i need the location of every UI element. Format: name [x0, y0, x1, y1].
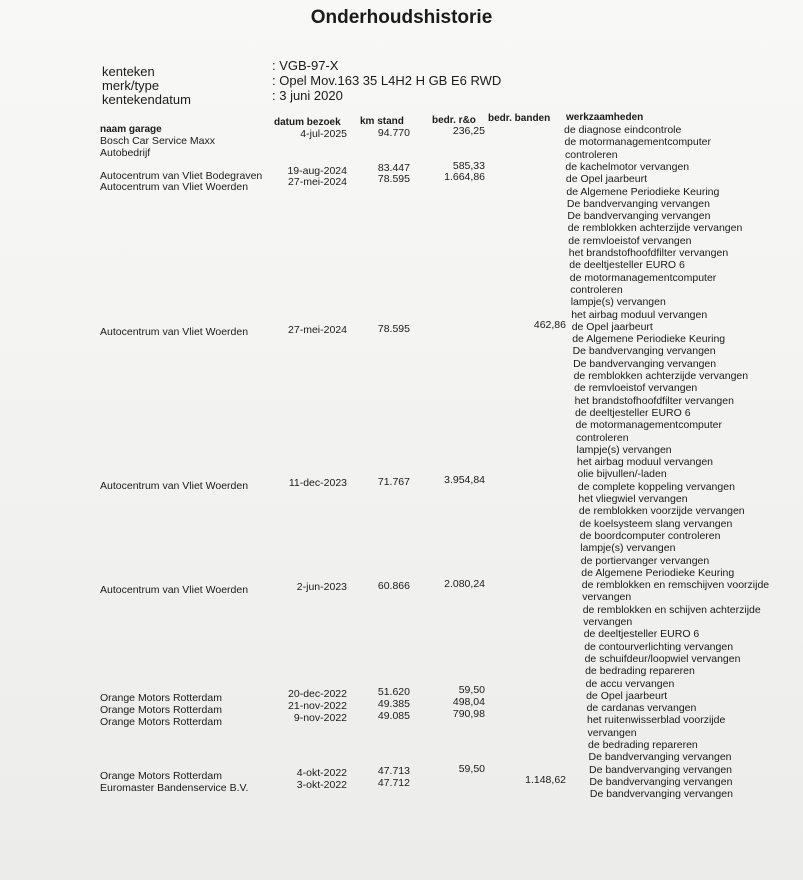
work-item: de remvloeistof vervangen — [568, 234, 692, 247]
visit-date: 9-nov-2022 — [293, 712, 347, 724]
work-item: de Opel jaarbeurt — [586, 689, 668, 702]
amount-ro: 59,50 — [458, 763, 485, 775]
col-ro: bedr. r&o — [432, 115, 476, 126]
visit-date: 3-okt-2022 — [296, 779, 347, 791]
garage-name: Orange Motors Rotterdam — [100, 716, 222, 728]
garage-name: Autobedrijf — [100, 147, 151, 159]
km-reading: 78.595 — [377, 173, 410, 185]
work-item: de remblokken en schijven achterzijde — [582, 603, 761, 616]
work-item: controleren — [570, 283, 623, 296]
work-item: De bandvervanging vervangen — [588, 751, 732, 764]
garage-name: Euromaster Bandenservice B.V. — [100, 782, 249, 794]
work-item: controleren — [565, 148, 618, 161]
col-werk: werkzaamheden — [566, 112, 644, 123]
col-banden: bedr. banden — [488, 113, 551, 124]
amount-banden: 1.148,62 — [525, 774, 566, 786]
work-item: de Opel jaarbeurt — [571, 320, 653, 333]
amount-ro: 585,33 — [452, 160, 485, 172]
page-title: Onderhoudshistorie — [310, 7, 493, 28]
visit-date: 27-mei-2024 — [288, 176, 347, 188]
km-reading: 47.712 — [377, 777, 410, 789]
garage-name: Autocentrum van Vliet Woerden — [100, 326, 249, 338]
work-item: de Algemene Periodieke Keuring — [566, 185, 720, 198]
amount-ro: 498,04 — [452, 696, 485, 708]
work-item: de motormanagementcomputer — [575, 419, 722, 432]
km-reading: 94.770 — [377, 127, 410, 139]
merk-value: : Opel Mov.163 35 L4H2 H GB E6 RWD — [272, 73, 502, 88]
garage-name: Orange Motors Rotterdam — [100, 770, 222, 782]
amount-ro: 1.664,86 — [444, 171, 485, 183]
work-item: de remvloeistof vervangen — [574, 382, 698, 395]
kentekendatum-label: kentekendatum — [102, 92, 191, 107]
work-item: de Algemene Periodieke Keuring — [581, 566, 735, 579]
work-item: de kachelmotor vervangen — [565, 160, 690, 173]
garage-name: Autocentrum van Vliet Woerden — [100, 480, 249, 492]
work-item: de deeltjesteller EURO 6 — [569, 259, 685, 272]
work-item: de Algemene Periodieke Keuring — [572, 333, 726, 346]
work-item: de deeltjesteller EURO 6 — [575, 406, 691, 419]
col-garage: naam garage — [100, 124, 162, 135]
amount-ro: 790,98 — [452, 708, 485, 720]
work-item: lampje(s) vervangen — [570, 296, 666, 309]
work-item: vervangen — [582, 591, 632, 604]
work-item: de remblokken achterzijde vervangen — [573, 370, 749, 382]
work-item: De bandvervanging vervangen — [589, 775, 733, 788]
kenteken-value: : VGB-97-X — [272, 58, 339, 73]
work-item: vervangen — [587, 726, 637, 739]
col-datum: datum bezoek — [274, 117, 341, 128]
work-item: olie bijvullen/-laden — [577, 468, 667, 481]
km-reading: 49.085 — [377, 710, 410, 722]
amount-ro: 236,25 — [452, 125, 485, 137]
work-item: de complete koppeling vervangen — [577, 480, 735, 493]
work-item: het brandstofhoofdfilter vervangen — [568, 247, 729, 259]
work-item: lampje(s) vervangen — [580, 542, 676, 555]
amount-ro: 3.954,84 — [444, 474, 485, 486]
work-item: de contourverlichting vervangen — [584, 640, 734, 653]
kenteken-label: kenteken — [102, 64, 155, 79]
work-item: de accu vervangen — [585, 677, 675, 690]
km-reading: 51.620 — [377, 686, 410, 698]
work-item: de portiervanger vervangen — [580, 554, 710, 567]
visit-date: 27-mei-2024 — [288, 324, 347, 336]
visit-date: 21-nov-2022 — [288, 700, 347, 712]
garage-name: Autocentrum van Vliet Bodegraven — [100, 170, 263, 182]
garage-name: Bosch Car Service Maxx — [100, 135, 215, 147]
work-item: de koelsysteem slang vervangen — [579, 517, 733, 530]
work-item: het ruitenwisserblad voorzijde — [587, 714, 726, 727]
work-item: De bandvervanging vervangen — [572, 345, 716, 358]
col-km: km stand — [360, 116, 404, 127]
work-item: De bandvervanging vervangen — [589, 788, 733, 801]
garage-name: Orange Motors Rotterdam — [100, 692, 222, 704]
merk-label: merk/type — [102, 78, 160, 93]
visit-date: 2-jun-2023 — [296, 581, 347, 593]
amount-ro: 59,50 — [458, 684, 485, 696]
work-item: de motormanagementcomputer — [569, 271, 717, 284]
work-item: controleren — [576, 431, 629, 444]
work-item: de remblokken achterzijde vervangen — [567, 222, 743, 235]
work-item: de bedrading repareren — [588, 739, 698, 751]
km-reading: 49.385 — [377, 698, 410, 710]
km-reading: 60.866 — [377, 580, 410, 592]
work-item: het airbag moduul vervangen — [571, 308, 708, 321]
work-item: de boordcomputer controleren — [579, 529, 721, 542]
visit-date: 4-okt-2022 — [296, 767, 347, 779]
work-item: De bandvervanging vervangen — [573, 357, 717, 370]
visit-date: 11-dec-2023 — [288, 477, 347, 489]
work-item: de schuifdeur/loopwiel vervangen — [584, 652, 741, 665]
amount-ro: 2.080,24 — [444, 578, 485, 590]
work-item: de cardanas vervangen — [586, 702, 697, 715]
kentekendatum-value: : 3 juni 2020 — [272, 88, 343, 103]
visit-date: 19-aug-2024 — [287, 165, 347, 177]
work-item: lampje(s) vervangen — [576, 443, 672, 456]
work-item: De bandvervanging vervangen — [589, 763, 733, 776]
work-item: de remblokken voorzijde vervangen — [578, 505, 745, 518]
work-item: het brandstofhoofdfilter vervangen — [574, 394, 734, 407]
garage-name: Autocentrum van Vliet Woerden — [100, 584, 249, 596]
work-item: de remblokken en remschijven voorzijde — [581, 579, 770, 592]
work-item: de Opel jaarbeurt — [565, 173, 648, 186]
amount-banden: 462,86 — [533, 319, 566, 331]
work-item: de bedrading repareren — [585, 665, 695, 678]
km-reading: 83.447 — [377, 162, 410, 174]
visit-date: 20-dec-2022 — [288, 688, 347, 700]
work-item: De bandvervanging vervangen — [566, 197, 710, 210]
km-reading: 47.713 — [377, 765, 410, 777]
work-item: De bandvervanging vervangen — [567, 210, 711, 223]
km-reading: 71.767 — [377, 476, 410, 488]
work-item: de motormanagementcomputer — [564, 136, 711, 149]
work-item: de diagnose eindcontrole — [564, 124, 682, 136]
work-item: de deeltjesteller EURO 6 — [583, 628, 700, 641]
visit-date: 4-jul-2025 — [300, 128, 347, 140]
work-item: het airbag moduul vervangen — [577, 456, 714, 469]
garage-name: Orange Motors Rotterdam — [100, 704, 222, 716]
km-reading: 78.595 — [377, 323, 410, 335]
garage-name: Autocentrum van Vliet Woerden — [100, 181, 249, 193]
work-item: vervangen — [583, 616, 633, 628]
work-item: het vliegwiel vervangen — [578, 493, 688, 505]
